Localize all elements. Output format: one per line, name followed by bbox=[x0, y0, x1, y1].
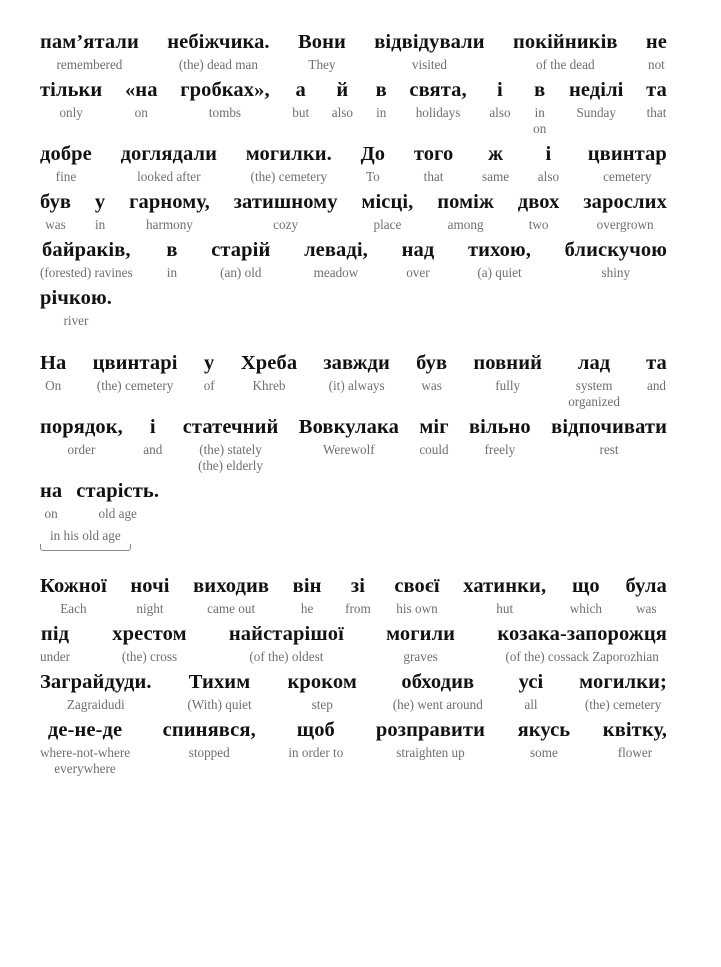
interlinear-line bbox=[40, 286, 667, 329]
gloss-word: on bbox=[134, 105, 148, 120]
source-word: квітку, bbox=[602, 719, 667, 741]
gloss-word: fine bbox=[55, 169, 77, 184]
word-gloss-bundle bbox=[125, 78, 158, 121]
word-gloss-bundle bbox=[166, 238, 177, 281]
source-word: і bbox=[545, 143, 552, 165]
source-word: річкою. bbox=[40, 287, 112, 309]
source-word: Вони bbox=[297, 31, 346, 53]
gloss-word: (of the) oldest bbox=[249, 649, 324, 664]
gloss-word: cemetery bbox=[603, 169, 652, 184]
source-word: могили bbox=[386, 623, 456, 645]
interlinear-line bbox=[40, 190, 667, 233]
interlinear-line bbox=[40, 718, 667, 777]
gloss-word: over bbox=[406, 265, 430, 280]
source-word: найстарішої bbox=[228, 623, 344, 645]
gloss-word: he bbox=[300, 601, 314, 616]
source-word: своєї bbox=[394, 575, 440, 597]
word-gloss-bundle bbox=[646, 30, 667, 73]
gloss-word: (the) cross bbox=[121, 649, 178, 664]
gloss-word: stopped bbox=[188, 745, 230, 760]
paragraph bbox=[40, 351, 667, 552]
word-gloss-bundle bbox=[646, 351, 667, 394]
word-gloss-bundle bbox=[40, 286, 112, 329]
word-gloss-bundle bbox=[513, 30, 618, 73]
source-word: того bbox=[413, 143, 454, 165]
source-word: Заграйдуди. bbox=[40, 671, 152, 693]
word-gloss-bundle bbox=[570, 574, 602, 617]
word-gloss-bundle bbox=[588, 142, 667, 185]
gloss-word: from bbox=[345, 601, 371, 616]
gloss-word: place bbox=[373, 217, 402, 232]
source-word: поміж bbox=[437, 191, 494, 213]
gloss-word: under bbox=[40, 649, 71, 664]
gloss-word: in bbox=[166, 265, 178, 280]
gloss-word: Werewolf bbox=[323, 442, 375, 457]
gloss-word: that bbox=[423, 169, 444, 184]
word-gloss-bundle bbox=[193, 574, 269, 617]
source-word: тихою, bbox=[467, 239, 531, 261]
gloss-word: (it) always bbox=[328, 378, 385, 393]
gloss-word: not bbox=[647, 57, 665, 72]
gloss-word: could bbox=[419, 442, 449, 457]
source-word: хрестом bbox=[112, 623, 187, 645]
gloss-word: hut bbox=[496, 601, 514, 616]
word-gloss-bundle bbox=[293, 574, 322, 617]
word-gloss-bundle bbox=[40, 351, 66, 394]
source-word: відпочивати bbox=[551, 416, 667, 438]
gloss-word: but bbox=[292, 105, 310, 120]
word-gloss-bundle bbox=[374, 30, 484, 73]
gloss-word: remembered bbox=[56, 57, 123, 72]
word-gloss-bundle bbox=[40, 670, 152, 713]
word-gloss-bundle bbox=[386, 622, 455, 665]
word-gloss-bundle bbox=[518, 190, 560, 233]
gloss-word: (a) quiet bbox=[477, 265, 522, 280]
word-gloss-bundle bbox=[187, 670, 251, 713]
source-word: старій bbox=[211, 239, 271, 261]
gloss-word: (the) stately bbox=[199, 442, 262, 457]
source-word: де-не-де bbox=[47, 719, 123, 741]
source-word: відвідували bbox=[374, 31, 485, 53]
gloss-word: looked after bbox=[137, 169, 201, 184]
word-gloss-bundle bbox=[40, 190, 71, 233]
word-gloss-bundle bbox=[234, 190, 338, 233]
source-word: завжди bbox=[323, 352, 390, 374]
gloss-word: and bbox=[143, 442, 163, 457]
source-word: пам’ятали bbox=[40, 31, 139, 53]
word-gloss-bundle bbox=[288, 670, 357, 713]
gloss-word: all bbox=[524, 697, 538, 712]
interlinear-line bbox=[40, 351, 667, 410]
word-gloss-bundle bbox=[40, 30, 139, 73]
word-gloss-bundle bbox=[394, 574, 439, 617]
source-word: могилки; bbox=[579, 671, 667, 693]
word-gloss-bundle bbox=[40, 574, 107, 617]
word-gloss-bundle bbox=[40, 622, 70, 665]
word-gloss-bundle bbox=[129, 190, 210, 233]
gloss-word: rest bbox=[599, 442, 619, 457]
gloss-word: order bbox=[67, 442, 96, 457]
word-gloss-bundle bbox=[376, 78, 387, 121]
source-word: козака-запорожця bbox=[497, 623, 667, 645]
word-gloss-bundle bbox=[143, 415, 162, 458]
source-word: статечний bbox=[182, 416, 279, 438]
word-gloss-bundle bbox=[167, 30, 269, 73]
source-word: міг bbox=[419, 416, 449, 438]
interlinear-line bbox=[40, 142, 667, 185]
source-word: гробках», bbox=[180, 79, 270, 101]
source-word: щоб bbox=[296, 719, 335, 741]
free-translation-bracket-group bbox=[40, 527, 131, 552]
source-word: була bbox=[625, 575, 667, 597]
gloss-word: visited bbox=[411, 57, 448, 72]
source-word: в bbox=[375, 79, 387, 101]
word-gloss-bundle bbox=[376, 718, 485, 761]
gloss-word: of the dead bbox=[535, 57, 595, 72]
paragraph bbox=[40, 30, 667, 329]
gloss-word: also bbox=[489, 105, 511, 120]
source-word: вільно bbox=[469, 416, 531, 438]
gloss-word: cozy bbox=[273, 217, 299, 232]
source-word: зі bbox=[350, 575, 366, 597]
source-word: і bbox=[497, 79, 503, 101]
word-gloss-bundle bbox=[568, 351, 620, 410]
gloss-word: was bbox=[45, 217, 66, 232]
source-word: що bbox=[571, 575, 600, 597]
gloss-word: old age bbox=[98, 506, 137, 521]
interlinear-text-body bbox=[40, 30, 667, 777]
word-gloss-bundle bbox=[518, 718, 571, 761]
source-word: спинявся, bbox=[162, 719, 256, 741]
gloss-word: shiny bbox=[601, 265, 631, 280]
word-gloss-bundle bbox=[489, 78, 510, 121]
source-word: у bbox=[94, 191, 106, 213]
word-gloss-bundle bbox=[603, 718, 667, 761]
gloss-word: that bbox=[646, 105, 667, 120]
gloss-word: overgrown bbox=[596, 217, 654, 232]
word-gloss-bundle bbox=[579, 670, 667, 713]
gloss-word-alternate: organized bbox=[568, 394, 620, 409]
gloss-word: also bbox=[537, 169, 560, 184]
word-gloss-bundle bbox=[345, 574, 371, 617]
source-word: був bbox=[40, 191, 72, 213]
word-gloss-bundle bbox=[583, 190, 667, 233]
word-gloss-bundle bbox=[304, 238, 368, 281]
gloss-word: (he) went around bbox=[392, 697, 483, 712]
source-word: покійників bbox=[512, 31, 618, 53]
word-gloss-bundle bbox=[298, 30, 346, 73]
word-gloss-bundle bbox=[183, 415, 279, 474]
gloss-word: graves bbox=[403, 649, 438, 664]
word-gloss-bundle bbox=[538, 142, 559, 185]
source-word: тільки bbox=[40, 79, 103, 101]
word-gloss-bundle bbox=[95, 190, 105, 233]
gloss-word: flower bbox=[617, 745, 653, 760]
gloss-word: On bbox=[45, 378, 62, 393]
word-gloss-bundle bbox=[533, 78, 546, 137]
interlinear-line bbox=[40, 622, 667, 665]
gloss-word: straighten up bbox=[396, 745, 465, 760]
source-word: гарному, bbox=[129, 191, 210, 213]
source-word: свята, bbox=[409, 79, 467, 101]
source-word: не bbox=[645, 31, 667, 53]
gloss-word: which bbox=[569, 601, 602, 616]
gloss-word: meadow bbox=[313, 265, 359, 280]
source-word: порядок, bbox=[40, 416, 123, 438]
source-word: розправити bbox=[375, 719, 485, 741]
interlinear-line bbox=[40, 238, 667, 281]
interlinear-line bbox=[40, 78, 667, 137]
gloss-word: same bbox=[482, 169, 510, 184]
source-word: На bbox=[40, 352, 67, 374]
source-word: під bbox=[40, 623, 70, 645]
gloss-word: (the) cemetery bbox=[584, 697, 662, 712]
gloss-word: of bbox=[203, 378, 215, 393]
gloss-word: harmony bbox=[146, 217, 193, 232]
word-gloss-bundle bbox=[646, 78, 667, 121]
word-gloss-bundle bbox=[497, 622, 667, 665]
source-word: лад bbox=[577, 352, 611, 374]
word-gloss-bundle bbox=[288, 718, 343, 761]
word-gloss-bundle bbox=[211, 238, 270, 281]
gloss-word: was bbox=[421, 378, 442, 393]
interlinear-line bbox=[40, 415, 667, 474]
word-gloss-bundle bbox=[332, 78, 353, 121]
word-gloss-bundle bbox=[121, 142, 218, 185]
word-gloss-bundle bbox=[204, 351, 215, 394]
word-gloss-bundle bbox=[323, 351, 390, 394]
word-gloss-bundle bbox=[361, 142, 386, 185]
gloss-word: freely bbox=[484, 442, 516, 457]
gloss-word: also bbox=[331, 105, 354, 120]
source-word: на bbox=[40, 480, 63, 502]
source-word: в bbox=[534, 79, 546, 101]
gloss-word-alternate: on bbox=[533, 121, 547, 136]
source-word: місці, bbox=[361, 191, 414, 213]
gloss-word: step bbox=[311, 697, 333, 712]
gloss-word: (the) cemetery bbox=[96, 378, 174, 393]
word-gloss-bundle bbox=[112, 622, 186, 665]
gloss-word: Zagraidudi bbox=[66, 697, 125, 712]
word-gloss-bundle bbox=[229, 622, 344, 665]
word-gloss-bundle bbox=[463, 574, 546, 617]
gloss-word: They bbox=[308, 57, 336, 72]
word-gloss-bundle bbox=[241, 351, 297, 394]
gloss-word-alternate: (the) elderly bbox=[198, 458, 263, 473]
word-gloss-bundle bbox=[473, 351, 542, 394]
source-word: могилки. bbox=[245, 143, 332, 165]
gloss-word: two bbox=[528, 217, 549, 232]
word-gloss-bundle bbox=[40, 479, 62, 522]
source-word: зарослих bbox=[583, 191, 667, 213]
gloss-word: in bbox=[376, 105, 387, 120]
word-gloss-bundle bbox=[292, 78, 309, 121]
source-word: двох bbox=[517, 191, 560, 213]
source-word: був bbox=[416, 352, 448, 374]
source-word: він bbox=[292, 575, 322, 597]
word-gloss-bundle bbox=[40, 78, 102, 121]
gloss-word: in bbox=[534, 105, 545, 120]
word-gloss-bundle bbox=[565, 238, 667, 281]
gloss-word: among bbox=[447, 217, 484, 232]
source-word: цвинтар bbox=[587, 143, 667, 165]
gloss-word: night bbox=[136, 601, 164, 616]
source-word: Тихим bbox=[188, 671, 251, 693]
word-gloss-bundle bbox=[76, 479, 159, 522]
source-word: у bbox=[204, 352, 215, 374]
source-word: байраків, bbox=[42, 239, 131, 261]
word-gloss-bundle bbox=[402, 238, 435, 281]
word-gloss-bundle bbox=[130, 574, 169, 617]
source-word: виходив bbox=[193, 575, 270, 597]
source-word: й bbox=[336, 79, 349, 101]
gloss-word: river bbox=[63, 313, 89, 328]
source-word: Вовкулака bbox=[298, 416, 399, 438]
source-word: «на bbox=[124, 79, 158, 101]
word-gloss-bundle bbox=[299, 415, 399, 458]
word-gloss-bundle bbox=[416, 351, 447, 394]
source-word: Кожної bbox=[40, 575, 107, 597]
word-gloss-bundle bbox=[626, 574, 667, 617]
gloss-word: fully bbox=[495, 378, 521, 393]
source-word: цвинтарі bbox=[92, 352, 178, 374]
gloss-word: tombs bbox=[208, 105, 242, 120]
word-gloss-bundle bbox=[93, 351, 178, 394]
paragraph bbox=[40, 574, 667, 777]
word-gloss-bundle bbox=[419, 415, 448, 458]
gloss-word: (the) dead man bbox=[178, 57, 258, 72]
word-gloss-bundle bbox=[414, 142, 454, 185]
word-gloss-bundle bbox=[180, 78, 270, 121]
underbracket-icon bbox=[40, 544, 131, 551]
source-word: а bbox=[295, 79, 306, 101]
source-word: До bbox=[360, 143, 386, 165]
gloss-word: only bbox=[59, 105, 83, 120]
word-gloss-bundle bbox=[468, 238, 531, 281]
gloss-word: some bbox=[529, 745, 558, 760]
word-gloss-bundle bbox=[40, 415, 123, 458]
source-word: старість. bbox=[76, 480, 160, 502]
gloss-word: and bbox=[646, 378, 667, 393]
source-word: обходив bbox=[401, 671, 475, 693]
word-gloss-bundle bbox=[482, 142, 509, 185]
word-gloss-bundle bbox=[437, 190, 494, 233]
source-word: блискучою bbox=[564, 239, 667, 261]
source-word: кроком bbox=[287, 671, 357, 693]
gloss-word: (the) cemetery bbox=[250, 169, 328, 184]
source-word: добре bbox=[40, 143, 92, 165]
word-gloss-bundle bbox=[409, 78, 466, 121]
interlinear-line bbox=[40, 30, 667, 73]
word-gloss-bundle bbox=[163, 718, 256, 761]
gloss-word: holidays bbox=[415, 105, 461, 120]
source-word: повний bbox=[473, 352, 543, 374]
source-word: левaді, bbox=[304, 239, 368, 261]
free-translation-text: in his old age bbox=[50, 528, 121, 543]
gloss-word: in order to bbox=[288, 745, 344, 760]
gloss-word: Khreb bbox=[252, 378, 286, 393]
word-gloss-bundle bbox=[519, 670, 544, 713]
interlinear-line bbox=[40, 479, 667, 522]
gloss-word: Sunday bbox=[576, 105, 616, 120]
source-word: і bbox=[149, 416, 156, 438]
source-word: та bbox=[646, 79, 667, 101]
gloss-word: (of the) cossack Zaporozhian bbox=[505, 649, 659, 664]
source-word: Хреба bbox=[240, 352, 298, 374]
word-gloss-bundle bbox=[469, 415, 531, 458]
word-gloss-bundle bbox=[40, 238, 133, 281]
source-word: неділі bbox=[568, 79, 624, 101]
source-word: та bbox=[646, 352, 667, 374]
gloss-word: was bbox=[635, 601, 657, 616]
word-gloss-bundle bbox=[551, 415, 667, 458]
source-word: небіжчика. bbox=[167, 31, 270, 53]
gloss-word: where-not-where bbox=[40, 745, 131, 760]
source-word: хатинки, bbox=[463, 575, 547, 597]
gloss-word: To bbox=[365, 169, 380, 184]
source-word: в bbox=[166, 239, 178, 261]
gloss-word: (an) old bbox=[220, 265, 262, 280]
source-word: усі bbox=[518, 671, 544, 693]
word-gloss-bundle bbox=[246, 142, 332, 185]
gloss-word: system bbox=[575, 378, 613, 393]
interlinear-line bbox=[40, 670, 667, 713]
gloss-word: in bbox=[94, 217, 106, 232]
word-gloss-bundle bbox=[40, 142, 92, 185]
word-gloss-bundle bbox=[393, 670, 483, 713]
source-word: над bbox=[401, 239, 435, 261]
source-word: доглядали bbox=[120, 143, 218, 165]
source-word: затишному bbox=[233, 191, 338, 213]
source-word: ночі bbox=[130, 575, 170, 597]
word-gloss-bundle bbox=[361, 190, 413, 233]
gloss-word: (forested) ravines bbox=[40, 265, 133, 280]
interlinear-line bbox=[40, 574, 667, 617]
gloss-word-alternate: everywhere bbox=[54, 761, 116, 776]
gloss-word: came out bbox=[207, 601, 256, 616]
gloss-word: Each bbox=[60, 601, 87, 616]
source-word: якусь bbox=[517, 719, 571, 741]
gloss-word: his own bbox=[396, 601, 438, 616]
word-gloss-bundle bbox=[569, 78, 624, 121]
free-translation-row bbox=[40, 527, 667, 552]
gloss-word: on bbox=[44, 506, 58, 521]
gloss-word: (With) quiet bbox=[187, 697, 252, 712]
word-gloss-bundle bbox=[40, 718, 130, 777]
source-word: ж bbox=[488, 143, 504, 165]
